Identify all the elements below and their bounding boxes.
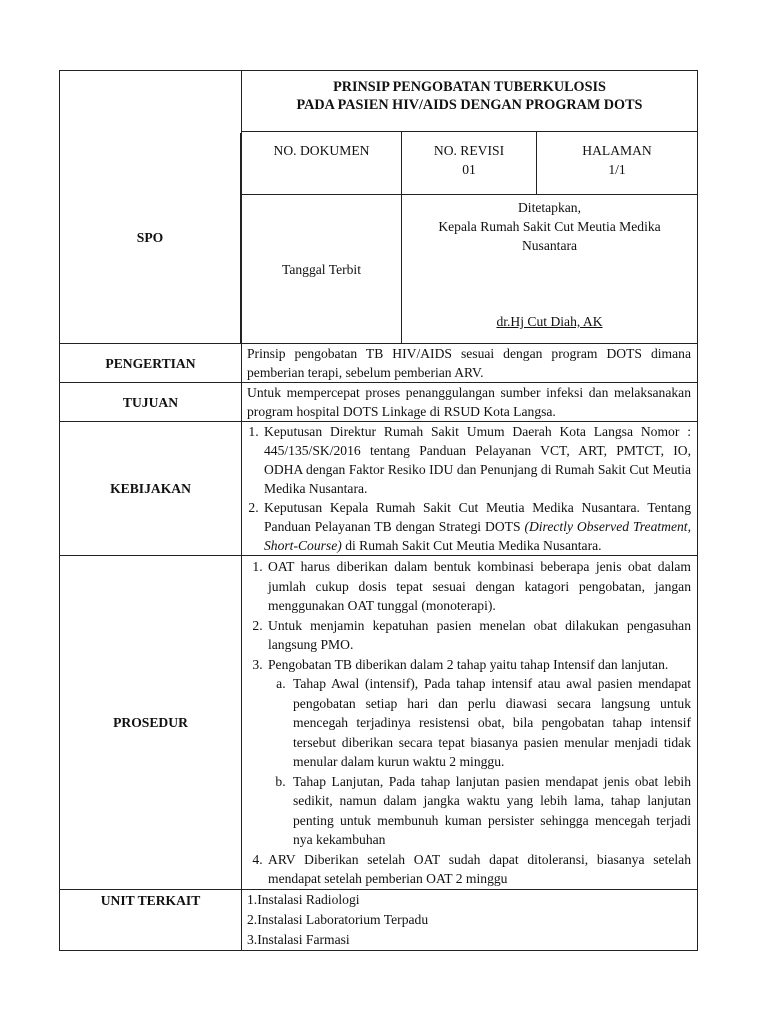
prosedur-sublist	[268, 674, 691, 850]
tujuan-label: TUJUAN	[122, 394, 179, 410]
pengertian-text: Prinsip pengobatan TB HIV/AIDS sesuai dengan program DOTS dimana pemberian terapi, sebelum pemberian ARV.	[242, 344, 698, 383]
unit-terkait-label: UNIT TERKAIT	[100, 892, 201, 908]
no-dokumen-label: NO. DOKUMEN	[273, 143, 370, 158]
tanggal-terbit-label: Tanggal Terbit	[281, 261, 361, 277]
penetapan-cell	[402, 195, 698, 344]
kebijakan-list	[242, 422, 691, 555]
kepala-line-1: Kepala Rumah Sakit Cut Meutia Medika	[438, 219, 661, 234]
tujuan-text: Untuk mempercepat proses penanggulangan sumber infeksi dan melaksanakan program hospital DOTS Linkage di RSUD Kota Langsa.	[242, 383, 698, 422]
spo-label: SPO	[136, 229, 164, 245]
prosedur-label: PROSEDUR	[113, 714, 188, 730]
kebijakan-item-1: 1. Keputusan Direktur Rumah Sakit Umum Daerah Kota Langsa Nomor : 445/135/SK/2016 tentang Panduan Pelayanan VCT, ART, PMTCT, IO, ODHA dengan Faktor Resiko IDU dan Penunjang di Rumah Sakit Cut Meutia Medika Nusantara.	[262, 422, 691, 498]
no-revisi-label: NO. REVISI	[433, 143, 505, 158]
no-dokumen-cell	[242, 132, 402, 195]
prosedur-item-2: 2. Untuk menjamin kepatuhan pasien menelan obat dilakukan pengasuhan langsung PMO.	[266, 616, 691, 655]
kebijakan-label-cell	[60, 422, 242, 556]
pengertian-label: PENGERTIAN	[105, 355, 196, 371]
document-title	[242, 71, 698, 132]
halaman-value: 1/1	[608, 162, 626, 177]
pengertian-label-cell	[60, 344, 242, 383]
unit-terkait-label-cell	[60, 889, 242, 950]
halaman-cell	[537, 132, 698, 195]
prosedur-item-4: 4. ARV Diberikan setelah OAT sudah dapat ditoleransi, biasanya setelah mendapat setelah pemberian OAT 2 minggu	[266, 850, 691, 889]
no-revisi-value: 01	[462, 162, 476, 177]
unit-item-3: 3.Instalasi Farmasi	[247, 931, 350, 947]
title-line-1: PRINSIP PENGOBATAN TUBERKULOSIS	[333, 79, 606, 95]
kebijakan-item-2: 2. Keputusan Kepala Rumah Sakit Cut Meutia Medika Nusantara. Tentang Panduan Pelayanan TB dengan Strategi DOTS (Directly Observed Treatment, Short-Course) di Rumah Sakit Cut Meutia Medika Nusantara.	[262, 498, 691, 555]
no-revisi-cell	[402, 132, 537, 195]
kebijakan-label: KEBIJAKAN	[110, 481, 191, 496]
tanggal-terbit-cell	[242, 195, 402, 344]
prosedur-item-1: 1. OAT harus diberikan dalam bentuk kombinasi beberapa jenis obat dalam jumlah cukup dosis tepat sesuai dengan katagori pengobatan, jangan menggunakan OAT tunggal (monoterapi).	[266, 557, 691, 616]
kepala-line-2: Nusantara	[521, 238, 578, 253]
prosedur-item-3b: b. Tahap Lanjutan, Pada tahap lanjutan pasien mendapat jenis obat lebih sedikit, namun dalam jangka waktu yang lebih lama, tahap lanjutan penting untuk membunuh kuman persister sehingga mencegah terjadi nya kekambuhan	[289, 772, 691, 850]
prosedur-list	[242, 557, 691, 889]
prosedur-label-cell	[60, 556, 242, 890]
unit-terkait-content	[242, 889, 698, 950]
prosedur-content	[242, 556, 698, 890]
prosedur-item-3a: a. Tahap Awal (intensif), Pada tahap intensif atau awal pasien mendapat pengobatan setiap hari dan perlu diawasi secara langsung untuk mencegah terjadinya resistensi obat, bila pengobatan tahap intensif tersebut diberikan secara tepat biasanya pasien menular menjadi tidak menular dalam kurun waktu 2 minggu.	[289, 674, 691, 772]
ditetapkan-label: Ditetapkan,	[517, 200, 582, 215]
halaman-label: HALAMAN	[582, 143, 652, 158]
title-line-2: PADA PASIEN HIV/AIDS DENGAN PROGRAM DOTS	[296, 97, 643, 113]
spo-label-cell	[59, 133, 241, 344]
prosedur-item-3: 3. Pengobatan TB diberikan dalam 2 tahap yaitu tahap Intensif dan lanjutan. a. Tahap Awal (intensif), Pada tahap intensif atau awal pasien mendapat pengobatan setiap hari dan perlu diawasi secara langsung untuk mencegah terjadinya resistensi obat, bila pengobatan tahap intensif tersebut diberikan secara tepat biasanya pasien menular menjadi tidak menular dalam kurun waktu 2 minggu. b. Tahap Lanjutan, Pada tahap lanjutan pasien mendapat jenis obat lebih sedikit, namun dalam jangka waktu yang lebih lama, tahap lanjutan penting untuk membunuh kuman persister sehingga mencegah terjadi nya kekambuhan	[266, 655, 691, 850]
signatory-name: dr.Hj Cut Diah, AK	[496, 314, 603, 329]
kebijakan-content	[242, 422, 698, 556]
tujuan-label-cell	[60, 383, 242, 422]
unit-item-2: 2.Instalasi Laboratorium Terpadu	[247, 911, 429, 927]
unit-item-1: 1.Instalasi Radiologi	[247, 891, 360, 907]
